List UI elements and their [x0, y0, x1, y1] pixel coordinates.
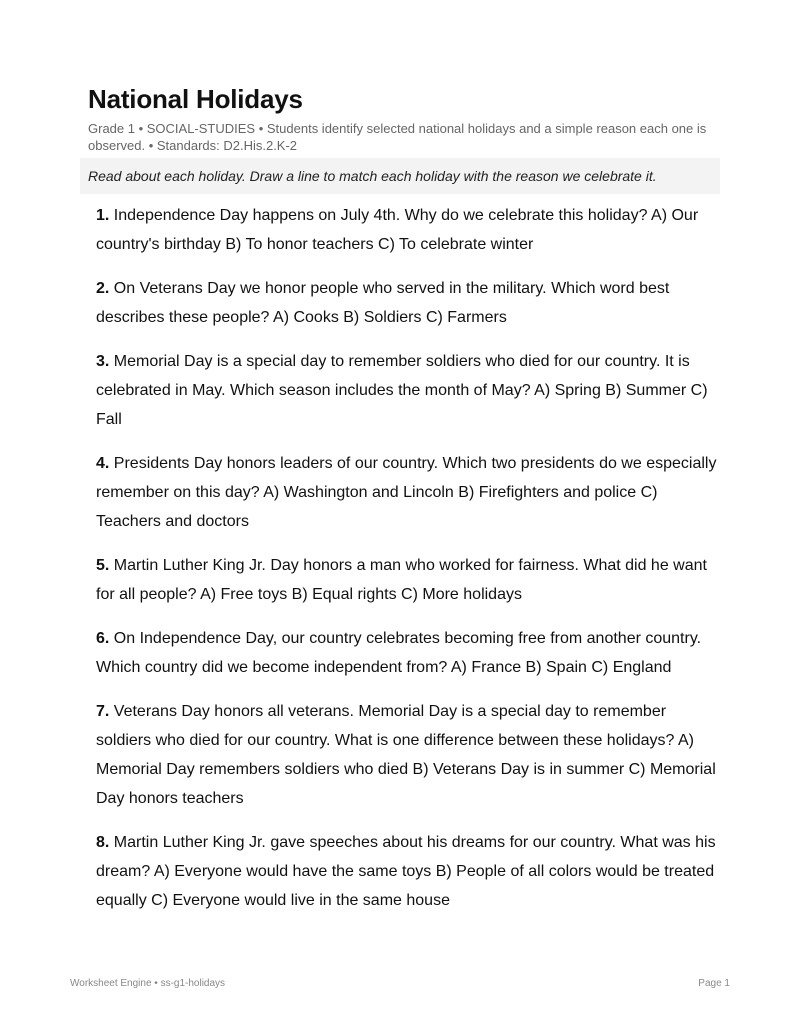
question-text: Memorial Day is a special day to remember soldiers who died for our country. It is celebrated in May. Which season includes the month of May? A) Spring B) Summer C) Fall: [96, 353, 708, 428]
question-item: [96, 347, 720, 434]
question-item: [96, 551, 720, 609]
question-number: 1.: [96, 207, 110, 224]
question-item: [96, 274, 720, 332]
question-item: [96, 828, 720, 915]
footer-page-number: Page 1: [698, 978, 730, 989]
question-number: 5.: [96, 557, 110, 574]
question-item: [96, 449, 720, 536]
question-item: [96, 624, 720, 682]
instructions-box: Read about each holiday. Draw a line to match each holiday with the reason we celebrate it.: [80, 158, 720, 194]
question-number: 7.: [96, 703, 110, 720]
question-number: 3.: [96, 353, 110, 370]
question-item: [96, 697, 720, 813]
footer-source: Worksheet Engine • ss-g1-holidays: [70, 978, 226, 989]
question-item: [96, 201, 720, 259]
question-number: 8.: [96, 834, 110, 851]
question-list: [96, 201, 720, 930]
question-text: On Veterans Day we honor people who served in the military. Which word best describes these people? A) Cooks B) Soldiers C) Farmers: [96, 280, 670, 326]
question-text: Martin Luther King Jr. Day honors a man who worked for fairness. What did he want for all people? A) Free toys B) Equal rights C) More holidays: [96, 557, 707, 603]
question-text: Martin Luther King Jr. gave speeches about his dreams for our country. What was his dream? A) Everyone would have the same toys B) People of all colors would be treated equally C) Everyone would live in the same house: [96, 834, 716, 909]
question-number: 6.: [96, 630, 110, 647]
page-title: National Holidays: [88, 84, 303, 114]
question-number: 2.: [96, 280, 110, 297]
worksheet-meta: Grade 1 • SOCIAL-STUDIES • Students identify selected national holidays and a simple reason each one is observed. • Standards: D2.His.2.K-2: [88, 121, 707, 153]
question-text: Presidents Day honors leaders of our country. Which two presidents do we especially remember on this day? A) Washington and Lincoln B) Firefighters and police C) Teachers and doctors: [96, 455, 717, 530]
question-number: 4.: [96, 455, 110, 472]
question-text: Veterans Day honors all veterans. Memorial Day is a special day to remember soldiers who died for our country. What is one difference between these holidays? A) Memorial Day remembers soldiers who died B) Veterans Day is in summer C) Memorial Day honors teachers: [96, 703, 716, 807]
question-text: Independence Day happens on July 4th. Why do we celebrate this holiday? A) Our country's birthday B) To honor teachers C) To celebrate winter: [96, 207, 699, 253]
question-text: On Independence Day, our country celebrates becoming free from another country. Which country did we become independent from? A) France B) Spain C) England: [96, 630, 702, 676]
